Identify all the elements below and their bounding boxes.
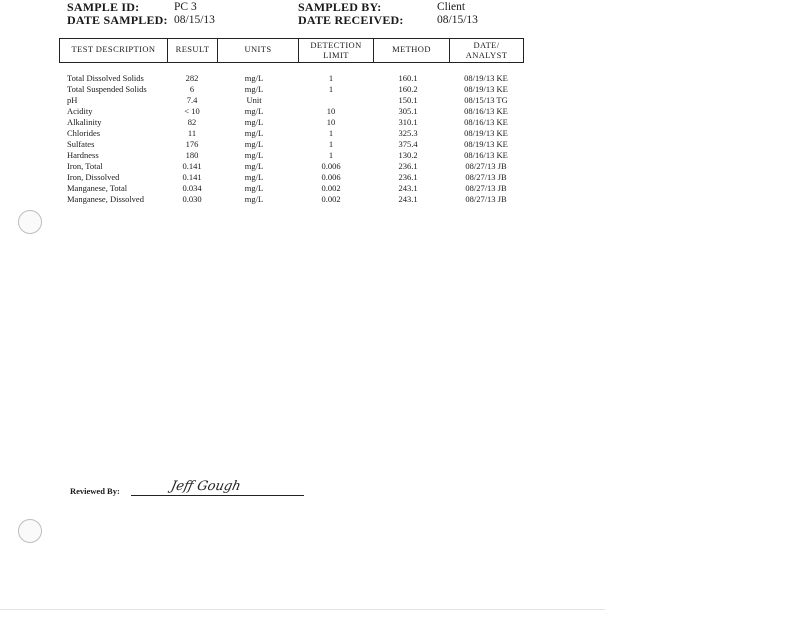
date-analyst: 08/27/13 JB [465, 161, 507, 171]
table-row [0, 84, 800, 95]
table-row [0, 172, 800, 183]
test-description: Alkalinity [67, 117, 102, 127]
table-row [0, 128, 800, 139]
punch-hole-bottom [18, 519, 42, 543]
test-description: Hardness [67, 150, 99, 160]
test-description: Iron, Total [67, 161, 103, 171]
detection-limit: 0.002 [321, 194, 341, 204]
table-row [0, 106, 800, 117]
test-description: Total Dissolved Solids [67, 73, 144, 83]
test-description: Chlorides [67, 128, 101, 138]
column-header-units-label: UNITS [244, 44, 272, 54]
units-value: mg/L [244, 172, 264, 182]
units-value: mg/L [244, 73, 264, 83]
units-value: mg/L [244, 84, 264, 94]
method-value: 325.3 [398, 128, 418, 138]
sampled-by-label: SAMPLED BY: [298, 0, 382, 14]
method-value: 305.1 [398, 106, 418, 116]
detection-limit: 0.002 [321, 183, 341, 193]
column-header-method [374, 39, 450, 62]
sample-id-value: PC 3 [174, 1, 197, 13]
table-row [0, 161, 800, 172]
test-description: Total Suspended Solids [67, 84, 147, 94]
test-description: Sulfates [67, 139, 95, 149]
result-value: 0.141 [182, 161, 202, 171]
column-header-date-line2: ANALYST [465, 49, 508, 60]
units-value: mg/L [244, 139, 264, 149]
units-value: mg/L [244, 150, 264, 160]
date-sampled-label: DATE SAMPLED: [67, 13, 168, 27]
reviewed-by-label: Reviewed By: [70, 486, 120, 496]
method-value: 375.4 [398, 139, 418, 149]
page-edge-rule [0, 609, 605, 610]
units-value: Unit [246, 95, 262, 105]
detection-limit: 1 [328, 139, 334, 149]
result-value: 180 [185, 150, 199, 160]
results-table-header [59, 38, 524, 63]
punch-hole-top [18, 210, 42, 234]
units-value: mg/L [244, 128, 264, 138]
detection-limit: 1 [328, 73, 334, 83]
table-row [0, 95, 800, 106]
date-analyst: 08/15/13 TG [464, 95, 508, 105]
method-value: 236.1 [398, 172, 418, 182]
column-header-result-label: RESULT [175, 44, 210, 54]
table-row [0, 73, 800, 84]
table-row [0, 194, 800, 205]
column-header-detection [298, 39, 374, 62]
date-received-value: 08/15/13 [437, 14, 478, 26]
detection-limit: 1 [328, 84, 334, 94]
detection-limit: 10 [326, 117, 336, 127]
method-value: 310.1 [398, 117, 418, 127]
result-value: 11 [187, 128, 197, 138]
detection-limit: 0.006 [321, 161, 341, 171]
test-description: Iron, Dissolved [67, 172, 120, 182]
date-analyst: 08/16/13 KE [464, 117, 508, 127]
test-description: Manganese, Total [67, 183, 128, 193]
reviewer-signature: Jeff Gough [169, 479, 243, 494]
method-value: 236.1 [398, 161, 418, 171]
result-value: 176 [185, 139, 199, 149]
units-value: mg/L [244, 194, 264, 204]
units-value: mg/L [244, 106, 264, 116]
date-analyst: 08/16/13 KE [464, 150, 508, 160]
test-description: pH [67, 95, 78, 105]
detection-limit: 10 [326, 106, 336, 116]
method-value: 243.1 [398, 194, 418, 204]
column-header-detection-line1: DETECTION [310, 40, 362, 50]
column-header-detection-line2: LIMIT [323, 49, 349, 60]
test-description: Manganese, Dissolved [67, 194, 144, 204]
date-received-label: DATE RECEIVED: [298, 13, 404, 27]
column-header-date-analyst [450, 39, 523, 62]
date-analyst: 08/19/13 KE [464, 73, 508, 83]
method-value: 160.1 [398, 73, 418, 83]
date-analyst: 08/16/13 KE [464, 106, 508, 116]
detection-limit: 0.006 [321, 172, 341, 182]
result-value: 0.030 [182, 194, 202, 204]
table-row [0, 117, 800, 128]
result-value: < 10 [184, 106, 200, 116]
result-value: 82 [187, 117, 197, 127]
units-value: mg/L [244, 183, 264, 193]
column-header-method-label: METHOD [392, 44, 431, 54]
units-value: mg/L [244, 117, 264, 127]
method-value: 243.1 [398, 183, 418, 193]
test-description: Acidity [67, 106, 93, 116]
table-row [0, 139, 800, 150]
sample-id-label: SAMPLE ID: [67, 0, 140, 14]
sampled-by-value: Client [437, 1, 466, 13]
result-value: 0.034 [182, 183, 202, 193]
date-analyst: 08/19/13 KE [464, 84, 508, 94]
detection-limit: 1 [328, 128, 334, 138]
result-value: 6 [189, 84, 195, 94]
signature-line [131, 495, 304, 496]
date-sampled-value: 08/15/13 [174, 14, 215, 26]
column-header-units [218, 39, 298, 62]
date-analyst: 08/27/13 JB [465, 183, 507, 193]
column-header-test-label: TEST DESCRIPTION [71, 44, 156, 54]
table-row [0, 183, 800, 194]
units-value: mg/L [244, 161, 264, 171]
result-value: 0.141 [182, 172, 202, 182]
date-analyst: 08/19/13 KE [464, 128, 508, 138]
detection-limit: 1 [328, 150, 334, 160]
date-analyst: 08/19/13 KE [464, 139, 508, 149]
result-value: 7.4 [186, 95, 198, 105]
method-value: 150.1 [398, 95, 418, 105]
column-header-date-line1: DATE/ [473, 40, 500, 50]
date-analyst: 08/27/13 JB [465, 194, 507, 204]
table-row [0, 150, 800, 161]
method-value: 160.2 [398, 84, 418, 94]
column-header-result [168, 39, 218, 62]
method-value: 130.2 [398, 150, 418, 160]
date-analyst: 08/27/13 JB [465, 172, 507, 182]
result-value: 282 [185, 73, 199, 83]
column-header-test [60, 39, 168, 62]
